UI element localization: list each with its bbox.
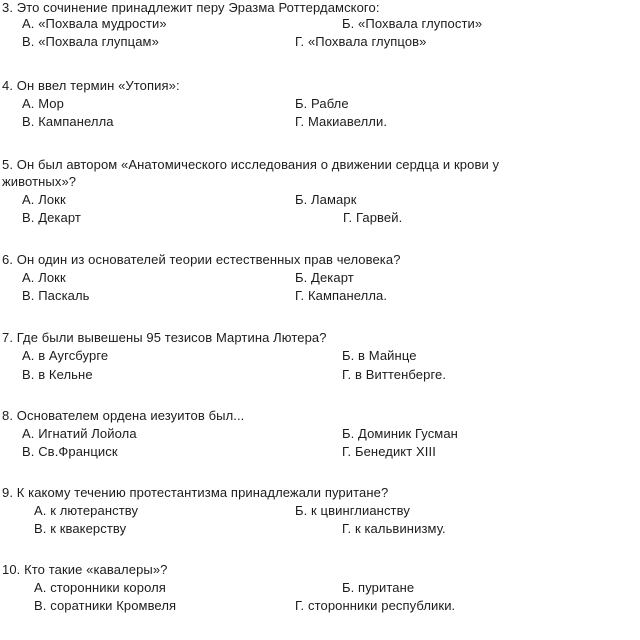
question-10-option-g: Г. сторонники республики. (295, 598, 456, 613)
question-3-option-b: Б. «Похвала глупости» (342, 16, 483, 31)
question-3-option-g: Г. «Похвала глупцов» (295, 34, 427, 49)
question-6-text: 6. Он один из основателей теории естественных прав человека? (2, 252, 401, 267)
question-8-text: 8. Основателем ордена иезуитов был... (2, 408, 245, 423)
question-10-option-a: А. сторонники короля (34, 580, 166, 595)
question-4-option-g: Г. Макиавелли. (295, 114, 388, 129)
question-5-text-continued: животных»? (2, 174, 77, 189)
question-6-option-a: А. Локк (22, 270, 66, 285)
question-9-option-a: А. к лютеранству (34, 503, 139, 518)
question-5-text: 5. Он был автором «Анатомического исследования о движении сердца и крови у (2, 157, 500, 172)
question-8-option-a: А. Игнатий Лойола (22, 426, 137, 441)
question-5-option-a: А. Локк (22, 192, 66, 207)
question-8-option-v: В. Св.Франциск (22, 444, 118, 459)
question-10-option-b: Б. пуритане (342, 580, 415, 595)
question-7-option-v: В. в Кельне (22, 367, 93, 382)
question-10-option-v: В. соратники Кромвеля (34, 598, 177, 613)
question-9-option-g: Г. к кальвинизму. (342, 521, 446, 536)
question-4-text: 4. Он ввел термин «Утопия»: (2, 78, 180, 93)
question-9-text: 9. К какому течению протестантизма принадлежали пуритане? (2, 485, 389, 500)
question-4-option-v: В. Кампанелла (22, 114, 114, 129)
question-5-option-b: Б. Ламарк (295, 192, 357, 207)
question-4-option-b: Б. Рабле (295, 96, 349, 111)
question-4-option-a: А. Мор (22, 96, 64, 111)
question-3-option-a: А. «Похвала мудрости» (22, 16, 167, 31)
question-9-option-b: Б. к цвинглианству (295, 503, 410, 518)
question-6-option-v: В. Паскаль (22, 288, 90, 303)
question-7-text: 7. Где были вывешены 95 тезисов Мартина Лютера? (2, 330, 327, 345)
question-6-option-g: Г. Кампанелла. (295, 288, 388, 303)
question-8-option-b: Б. Доминик Гусман (342, 426, 458, 441)
question-7-option-b: Б. в Майнце (342, 348, 417, 363)
question-7-option-a: А. в Аугсбурге (22, 348, 109, 363)
question-5-option-g: Г. Гарвей. (343, 210, 403, 225)
question-3-option-v: В. «Похвала глупцам» (22, 34, 159, 49)
question-10-text: 10. Кто такие «кавалеры»? (2, 562, 168, 577)
question-5-option-v: В. Декарт (22, 210, 81, 225)
question-8-option-g: Г. Бенедикт XIII (342, 444, 436, 459)
question-9-option-v: В. к квакерству (34, 521, 127, 536)
question-3-text: 3. Это сочинение принадлежит перу Эразма Роттердамского: (2, 0, 380, 15)
question-7-option-g: Г. в Виттенберге. (342, 367, 447, 382)
question-6-option-b: Б. Декарт (295, 270, 354, 285)
